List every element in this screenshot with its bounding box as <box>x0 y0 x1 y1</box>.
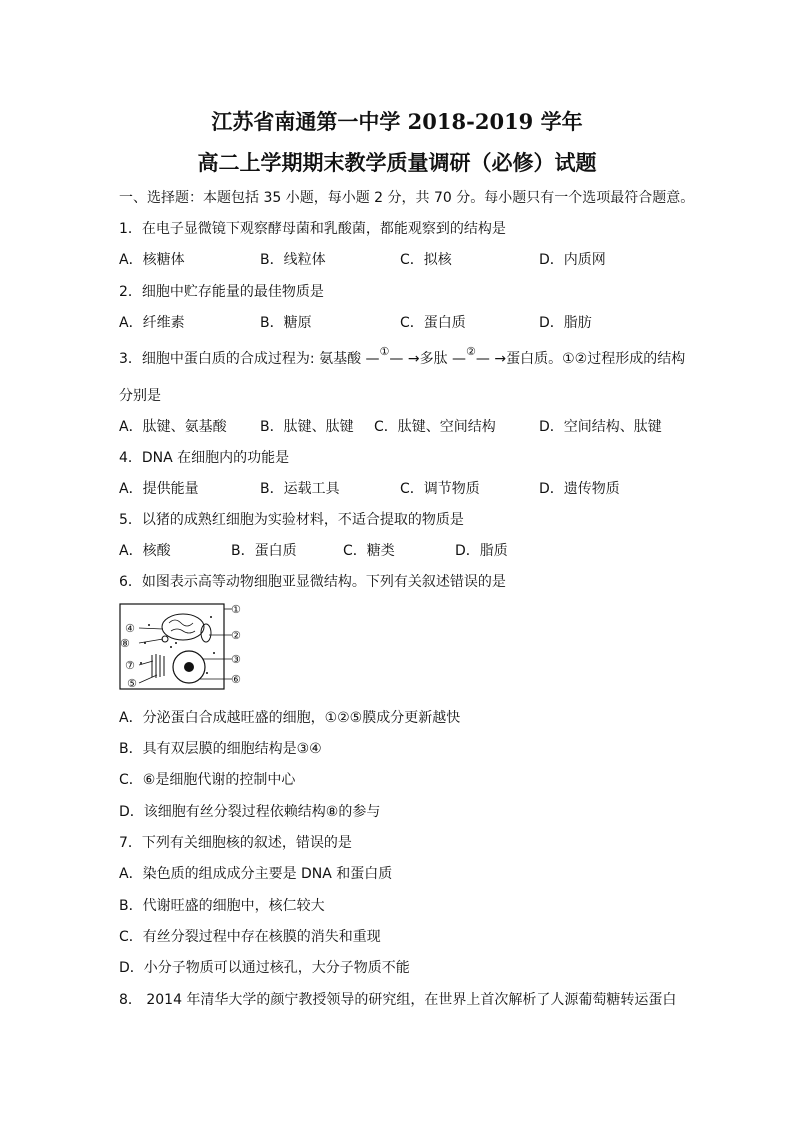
q3-stem-continued: 分别是 <box>119 388 161 404</box>
label-2: ② <box>231 629 241 642</box>
q6-option-b: B．具有双层膜的细胞结构是③④ <box>119 741 322 757</box>
q3-mark2: ② <box>466 345 476 358</box>
q3-arrow2: — →蛋白质。①②过程形成的结构 <box>475 351 686 367</box>
label-1: ① <box>231 603 241 616</box>
q1-option-b: B．线粒体 <box>260 252 326 268</box>
label-5: ⑤ <box>127 677 137 690</box>
q2-option-b: B．糖原 <box>260 315 312 331</box>
q6-stem: 6．如图表示高等动物细胞亚显微结构。下列有关叙述错误的是 <box>119 574 506 590</box>
q6-option-c: C．⑥是细胞代谢的控制中心 <box>119 772 296 788</box>
q3-arrow1: — →多肽 — <box>389 351 467 367</box>
q7-option-b: B．代谢旺盛的细胞中，核仁较大 <box>119 898 325 914</box>
q4-option-c: C．调节物质 <box>400 481 480 497</box>
q3-option-b: B．肽键、肽键 <box>260 419 354 435</box>
q5-option-b: B．蛋白质 <box>231 543 297 559</box>
q4-option-d: D．遗传物质 <box>539 481 620 497</box>
q7-option-c: C．有丝分裂过程中存在核膜的消失和重现 <box>119 929 381 945</box>
q3-stem-part1: 3．细胞中蛋白质的合成过程为: 氨基酸 — <box>119 351 380 367</box>
q3-option-c: C．肽键、空间结构 <box>374 419 496 435</box>
q1-stem: 1．在电子显微镜下观察酵母菌和乳酸菌，都能观察到的结构是 <box>119 221 506 237</box>
label-6: ⑥ <box>231 673 241 686</box>
q2-option-a: A．纤维素 <box>119 315 185 331</box>
q4-option-b: B．运载工具 <box>260 481 340 497</box>
golgi-apparatus <box>152 654 164 678</box>
q2-option-c: C．蛋白质 <box>400 315 466 331</box>
q4-stem: 4．DNA 在细胞内的功能是 <box>119 450 290 466</box>
page-title-line2: 高二上学期期末教学质量调研（必修）试题 <box>197 150 597 175</box>
q6-option-a: A．分泌蛋白合成越旺盛的细胞，①②⑤膜成分更新越快 <box>119 710 461 726</box>
q1-option-c: C．拟核 <box>400 252 452 268</box>
label-7: ⑦ <box>125 659 135 672</box>
label-8: ⑧ <box>120 637 130 650</box>
label-4: ④ <box>125 622 135 635</box>
q7-option-a: A．染色质的组成成分主要是 DNA 和蛋白质 <box>119 866 393 882</box>
q5-stem: 5．以猪的成熟红细胞为实验材料，不适合提取的物质是 <box>119 512 464 528</box>
q8-stem: 8． 2014 年清华大学的颜宁教授领导的研究组，在世界上首次解析了人源葡萄糖转运蛋白 <box>119 992 677 1008</box>
q3-mark1: ① <box>379 345 390 358</box>
q7-option-d: D．小分子物质可以通过核孔，大分子物质不能 <box>119 960 410 976</box>
q6-option-d: D．该细胞有丝分裂过程依赖结构⑧的参与 <box>119 804 381 820</box>
animal-cell-diagram <box>119 603 242 691</box>
q1-option-d: D．内质网 <box>539 252 606 268</box>
q3-option-a: A．肽键、氨基酸 <box>119 419 227 435</box>
q5-option-d: D．脂质 <box>455 543 508 559</box>
nucleolus <box>184 662 194 672</box>
q2-option-d: D．脂肪 <box>539 315 592 331</box>
organelle-top <box>162 614 204 640</box>
q3-stem <box>119 345 686 368</box>
section-heading: 一、选择题：本题包括 35 小题，每小题 2 分，共 70 分。每小题只有一个选项最符合题意。 <box>119 190 695 206</box>
q2-stem: 2．细胞中贮存能量的最佳物质是 <box>119 284 324 300</box>
q3-option-d: D．空间结构、肽键 <box>539 419 662 435</box>
q5-option-c: C．糖类 <box>343 543 395 559</box>
q7-stem: 7．下列有关细胞核的叙述，错误的是 <box>119 835 352 851</box>
q1-option-a: A．核糖体 <box>119 252 185 268</box>
mitochondrion <box>201 624 211 642</box>
q4-option-a: A．提供能量 <box>119 481 199 497</box>
page-title-line1: 江苏省南通第一中学 2018-2019 学年 <box>211 109 583 134</box>
label-3: ③ <box>231 653 241 666</box>
q5-option-a: A．核酸 <box>119 543 171 559</box>
